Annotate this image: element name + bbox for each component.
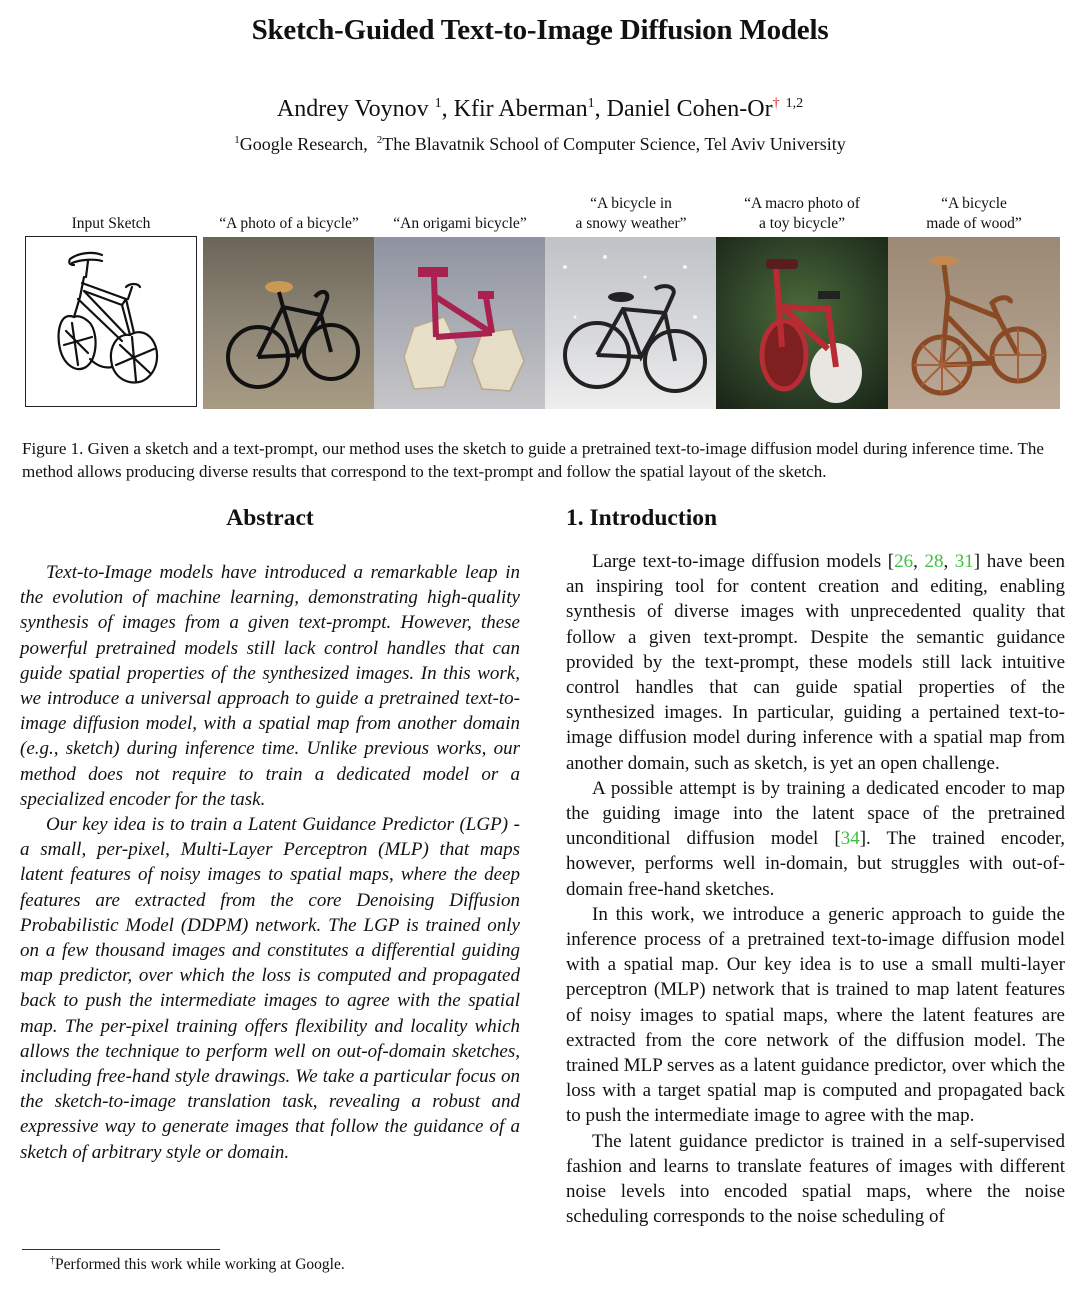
intro-paragraph: Large text-to-image diffusion models [26, 28, 31] have been an inspiring tool for content creation and editing, enabling synthesis of diverse images with unprecedented quality that follow a given text-prompt. Despite the semantic guidance provided by the text-prompt, these models still lack intuitive control handles that can guide spatial properties of the synthesized images. In particular, guiding a pertained text-to-image diffusion model during inference with a spatial map from another domain, such as sketch, is yet an open challenge. [566, 551, 1066, 774]
footnote-text: Performed this work while working at Google. [55, 1256, 345, 1274]
author-name: Kfir Aberman [453, 96, 588, 122]
toy-bicycle-icon [716, 237, 888, 409]
citation-link[interactable]: 26 [894, 551, 914, 572]
author-affil-mark: 1 [434, 96, 442, 111]
affil-mark: 2 [376, 134, 383, 146]
bicycle-photo-icon [203, 237, 375, 409]
intro-paragraph: A possible attempt is by training a dedicated encoder to map the guiding image into the latent space of the pretrained unconditional diffusion model [34]. The trained encoder, however, performs well in-domain, but struggles with out-of-domain free-hand sketches. [566, 777, 1066, 900]
paper-title: Sketch-Guided Text-to-Image Diffusion Models [251, 14, 829, 46]
result-image-wood [888, 237, 1060, 409]
intro-paragraph: In this work, we introduce a generic approach to guide the inference process of a pretrained text-to-image diffusion model with a spatial map. Our key idea is to use a small multi-layer perceptron (MLP) network that is trained to map latent features of noisy images to spatial maps, where the latent features are extracted from the core network of the diffusion model. The trained MLP serves as a latent guidance predictor, over which the loss with a target spatial map is computed and propagated back to push the intermediate image to agree with the map. [566, 903, 1065, 1127]
figure-caption: Figure 1. Given a sketch and a text-prompt, our method uses the sketch to guide a pretrained text-to-image diffusion model during inference time. The method allows producing diverse results that correspond to the text-prompt and follow the spatial layout of the sketch. [22, 439, 1044, 481]
affiliations [0, 134, 1080, 155]
abstract-paragraph: Our key idea is to train a Latent Guidance Predictor (LGP) - a small, per-pixel, Multi-Layer Perceptron (MLP) that maps latent features of noisy images to spatial maps, where the deep features are extracted from the core Denoising Diffusion Probabilistic Model (DDPM) network. The LGP is trained only on a few thousand images and constitutes a differential guiding map predictor, over which the loss is computed and propagated back to push the intermediate images to agree with the spatial map. The per-pixel training offers flexibility and locality which allows the technique to perform well on out-of-domain sketches, including free-hand style drawings. We take a particular focus on the sketch-to-image translation task, revealing a robust and expressive way to generate images that follow the guidance of a sketch of arbitrary style or domain. [20, 814, 520, 1163]
author-list: Andrey Voynov $^1$, Kfir Aberman$^1$, Daniel Cohen-Or† $^{1,2}$ [276, 96, 804, 122]
abstract-paragraph: Text-to-Image models have introduced a remarkable leap in the evolution of machine learning, demonstrating high-quality synthesis of images from a given text-prompt. However, these powerful pretrained models still lack control handles that can guide spatial properties of the synthesized images. In this work, we introduce a universal approach to guide a pretrained text-to-image diffusion model, with a spatial map from another domain (e.g., sketch) during inference time. Unlike previous works, our method does not require to train a dedicated model or a specialized encoder for the task. [20, 562, 520, 810]
panel-label-wood: “A bicycle made of wood” [926, 195, 1022, 232]
citation-link[interactable]: 31 [954, 551, 974, 572]
snowy-bicycle-icon [545, 237, 717, 409]
footnote-mark: † [50, 1255, 55, 1266]
panel-label-snowy: “A bicycle in a snowy weather” [575, 195, 687, 232]
panel-label-origami: “An origami bicycle” [393, 215, 527, 232]
result-image-snowy [545, 237, 717, 409]
intro-paragraph: The latent guidance predictor is trained in a self-supervised fashion and learns to translate features of images with different noise levels into encoded spatial maps, where the noise scheduling corresponds to the noise scheduling of [566, 1130, 1065, 1228]
result-image-macro-toy [716, 237, 888, 409]
dagger-mark: † [772, 96, 780, 111]
introduction-body [566, 549, 1065, 1229]
footnote-rule [22, 1249, 220, 1250]
author-name: Daniel Cohen-Or [606, 96, 773, 122]
affil-mark: 1 [234, 134, 240, 146]
panel-label-macro-toy: “A macro photo of a toy bicycle” [744, 195, 860, 232]
citation-link[interactable]: 34 [840, 828, 860, 850]
affil-name: Google Research, [239, 134, 368, 154]
abstract-heading: Abstract [226, 505, 314, 531]
author-affil-mark: 1 [587, 96, 595, 111]
affil-name: The Blavatnik School of Computer Science, Tel Aviv University [382, 134, 846, 154]
result-image-photo [203, 237, 375, 409]
section-heading-introduction: 1. Introduction [566, 505, 718, 531]
bicycle-sketch-icon [26, 237, 195, 405]
author-name: Andrey Voynov [276, 96, 429, 122]
input-sketch-image [25, 236, 197, 407]
abstract-body [20, 560, 520, 1165]
origami-bicycle-icon [374, 237, 546, 409]
panel-label-photo: “A photo of a bicycle” [219, 215, 359, 232]
panel-label-input-sketch: Input Sketch [71, 215, 151, 232]
footnote [50, 1255, 345, 1274]
citation-link[interactable]: 28 [924, 551, 944, 572]
wooden-bicycle-icon [888, 237, 1060, 409]
author-affil-mark: 1,2 [785, 96, 804, 111]
result-image-origami [374, 237, 546, 409]
